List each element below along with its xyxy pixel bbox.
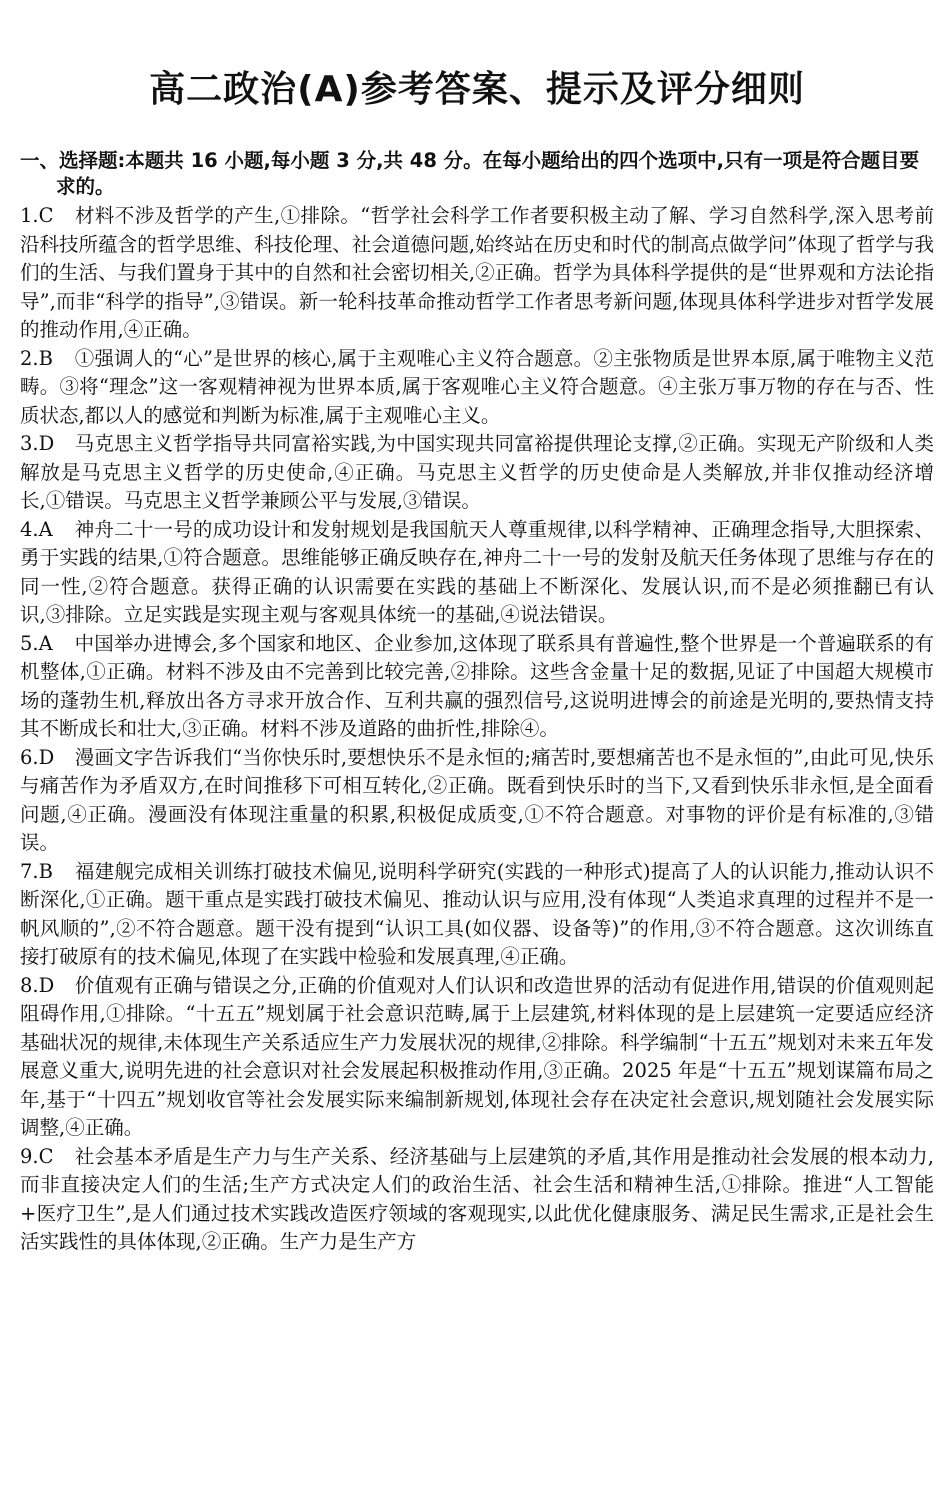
item-answer: C [38, 1144, 54, 1168]
item-number: 1. [20, 204, 39, 227]
item-explanation: 价值观有正确与错误之分,正确的价值观对人们认识和改造世界的活动有促进作用,错误的价值观则起阻碍作用,①排除。“十五五”规划属于社会意识范畴,属于上层建筑,材料体现的是上层建筑一定要适应经济基础状况的规律,未体现生产关系适应生产力发展状况的规律,②排除。科学编制“十五五”规划对未来五年发展意义重大,说明先进的社会意识对社会发展起积极推动作用,③正确。2025 年是“十五五”规划谋篇布局之年,基于“十四五”规划收官等社会发展实际来编制新规划,体现社会存在决定社会意识,规划随社会发展实际调整,④正确。 [20, 973, 934, 1139]
section-heading: 一、选择题:本题共 16 小题,每小题 3 分,共 48 分。在每小题给出的四个选项中,只有一项是符合题目要求的。 [20, 149, 920, 198]
answer-item-4 [20, 516, 934, 630]
answer-item-2 [20, 345, 934, 431]
item-explanation: 材料不涉及哲学的产生,①排除。“哲学社会科学工作者要积极主动了解、学习自然科学,深入思考前沿科技所蕴含的哲学思维、科技伦理、社会道德问题,始终站在历史和时代的制高点做学问”体现了哲学与我们的生活、与我们置身于其中的自然和社会密切相关,②正确。哲学为具体科学提供的是“世界观和方法论指导”,而非“科学的指导”,③错误。新一轮科技革命推动哲学工作者思考新问题,体现具体科学进步对哲学发展的推动作用,④正确。 [20, 204, 934, 341]
answer-item-8 [20, 972, 934, 1143]
item-answer: C [38, 204, 54, 227]
item-explanation: 漫画文字告诉我们“当你快乐时,要想快乐不是永恒的;痛苦时,要想痛苦也不是永恒的”,由此可见,快乐与痛苦作为矛盾双方,在时间推移下可相互转化,②正确。既看到快乐时的当下,又看到快乐非永恒,是全面看问题,④正确。漫画没有体现注重量的积累,积极促成质变,①不符合题意。对事物的评价是有标准的,③错误。 [20, 745, 934, 854]
item-answer: B [38, 859, 53, 883]
item-answer: D [38, 973, 55, 997]
item-number: 5. [20, 631, 39, 655]
answer-item-7 [20, 858, 934, 972]
answer-item-3 [20, 430, 934, 516]
item-explanation: 中国举办进博会,多个国家和地区、企业参加,这体现了联系具有普遍性,整个世界是一个普遍联系的有机整体,①正确。材料不涉及由不完善到比较完善,②排除。这些含金量十足的数据,见证了中国超大规模市场的蓬勃生机,释放出各方寻求开放合作、互利共赢的强烈信号,这说明进博会的前途是光明的,要热情支持其不断成长和壮大,③正确。材料不涉及道路的曲折性,排除④。 [20, 631, 934, 740]
item-explanation: 神舟二十一号的成功设计和发射规划是我国航天人尊重规律,以科学精神、正确理念指导,大胆探索、勇于实践的结果,①符合题意。思维能够正确反映存在,神舟二十一号的发射及航天任务体现了思维与存在的同一性,②符合题意。获得正确的认识需要在实践的基础上不断深化、发展认识,而不是必须推翻已有认识,③排除。立足实践是实现主观与客观具体统一的基础,④说法错误。 [20, 517, 934, 626]
item-explanation: 马克思主义哲学指导共同富裕实践,为中国实现共同富裕提供理论支撑,②正确。实现无产阶级和人类解放是马克思主义哲学的历史使命,④正确。马克思主义哲学的历史使命是人类解放,并非仅推动经济增长,①错误。马克思主义哲学兼顾公平与发展,③错误。 [20, 432, 934, 512]
item-explanation: 福建舰完成相关训练打破技术偏见,说明科学研究(实践的一种形式)提高了人的认识能力,推动认识不断深化,①正确。题干重点是实践打破技术偏见、推动认识与应用,没有体现“人类追求真理的过程并不是一帆风顺的”,②不符合题意。题干没有提到“认识工具(如仪器、设备等)”的作用,③不符合题意。这次训练直接打破原有的技术偏见,体现了在实践中检验和发展真理,④正确。 [20, 859, 934, 968]
answer-list [20, 202, 934, 1257]
answer-item-6 [20, 744, 934, 858]
item-number: 3. [20, 432, 39, 455]
item-answer: D [38, 745, 55, 769]
item-answer: B [38, 346, 53, 370]
item-number: 8. [20, 973, 39, 997]
item-answer: D [38, 432, 55, 455]
item-number: 6. [20, 745, 39, 769]
item-number: 7. [20, 859, 39, 883]
item-answer: A [38, 517, 53, 541]
item-number: 9. [20, 1144, 39, 1168]
item-number: 2. [20, 346, 39, 370]
item-explanation: 社会基本矛盾是生产力与生产关系、经济基础与上层建筑的矛盾,其作用是推动社会发展的根本动力,而非直接决定人们的生活;生产方式决定人们的政治生活、社会生活和精神生活,①排除。推进“人工智能+医疗卫生”,是人们通过技术实践改造医疗领域的客观现实,以此优化健康服务、满足民生需求,正是社会生活实践性的具体体现,②正确。生产力是生产方 [20, 1144, 934, 1253]
answer-item-9 [20, 1143, 934, 1257]
item-explanation: ①强调人的“心”是世界的核心,属于主观唯心主义符合题意。②主张物质是世界本原,属于唯物主义范畴。③将“理念”这一客观精神视为世界本质,属于客观唯心主义符合题意。④主张万事万物的存在与否、性质状态,都以人的感觉和判断为标准,属于主观唯心主义。 [20, 346, 934, 427]
item-number: 4. [20, 517, 39, 541]
item-answer: A [38, 631, 53, 655]
page-title: 高二政治(A)参考答案、提示及评分细则 [149, 69, 805, 110]
answer-item-1 [20, 202, 934, 345]
answer-item-5 [20, 630, 934, 744]
